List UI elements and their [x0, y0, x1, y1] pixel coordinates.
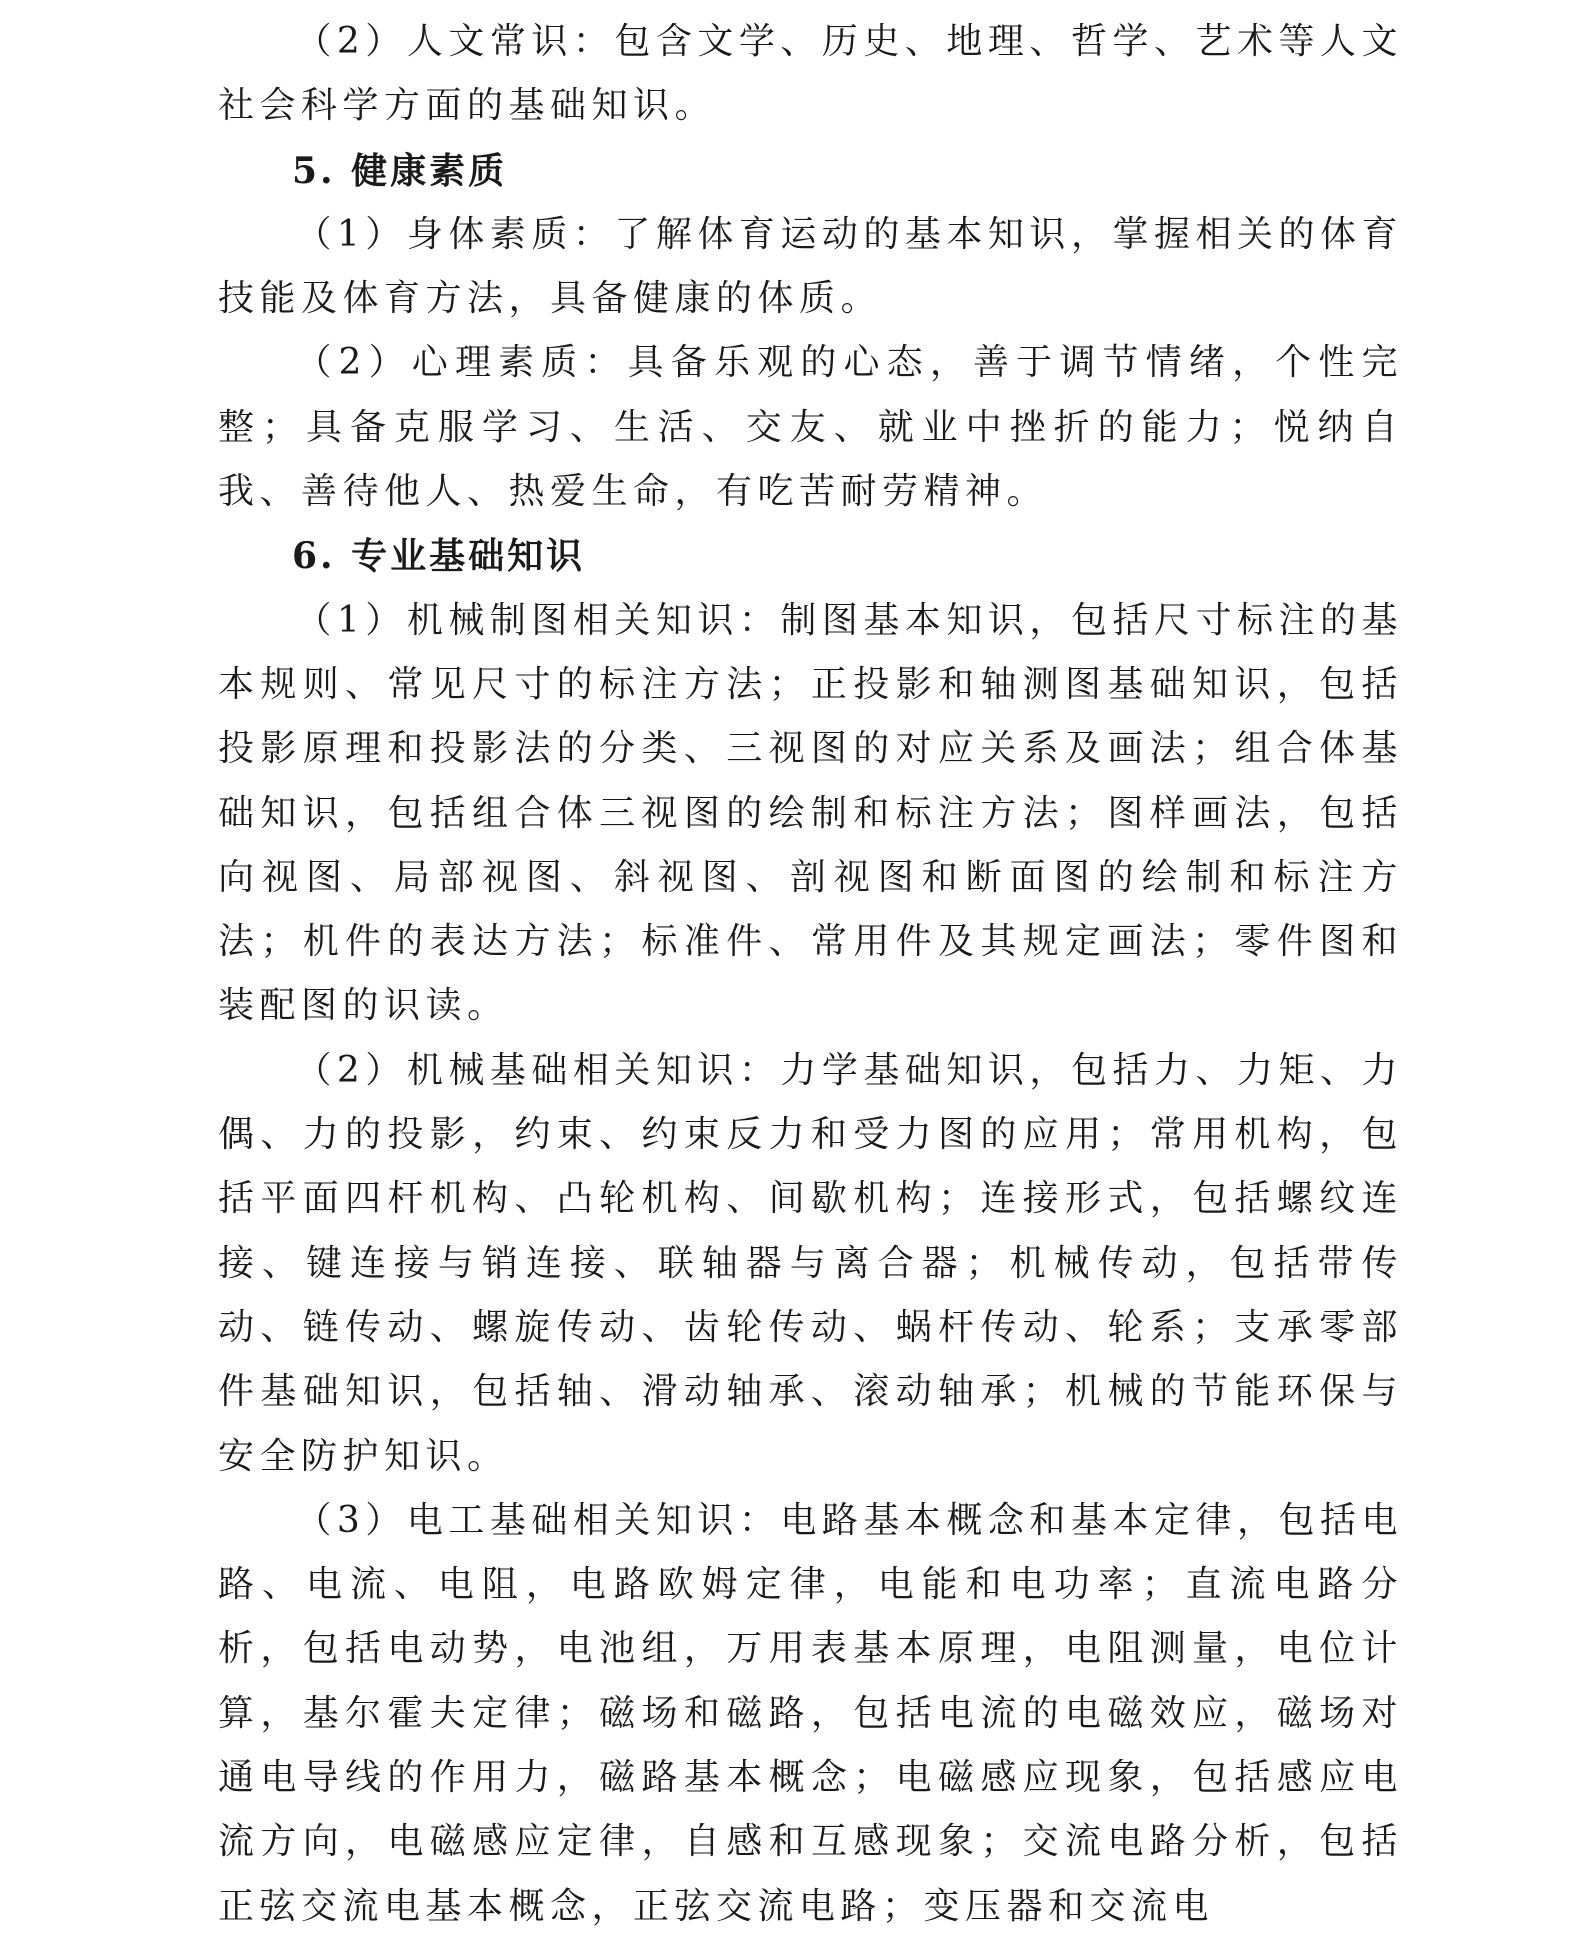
section-heading-health-quality: 5. 健康素质	[292, 149, 508, 192]
paragraph-mechanical-drawing: （1）机械制图相关知识：制图基本知识，包括尺寸标注的基本规则、常见尺寸的标注方法；正投影和轴测图基础知识，包括投影原理和投影法的分类、三视图的对应关系及画法；组合体基础知识，包括组合体三视图的绘制和标注方法；图样画法，包括向视图、局部视图、斜视图、剖视图和断面图的绘制和标注方法；机件的表达方法；标准件、常用件及其规定画法；零件图和装配图的识读。	[218, 599, 1403, 1027]
paragraph-physical-quality: （1）身体素质：了解体育运动的基本知识，掌握相关的体育技能及体育方法，具备健康的体质。	[218, 213, 1403, 320]
paragraph-humanities-knowledge: （2）人文常识：包含文学、历史、地理、哲学、艺术等人文社会科学方面的基础知识。	[218, 21, 1403, 127]
document-body	[218, 10, 1403, 1939]
paragraph-mechanical-basics: （2）机械基础相关知识：力学基础知识，包括力、力矩、力偶、力的投影，约束、约束反力和受力图的应用；常用机构，包括平面四杆机构、凸轮机构、间歇机构；连接形式，包括螺纹连接、键连接与销连接、联轴器与离合器；机械传动，包括带传动、链传动、螺旋传动、齿轮传动、蜗杆传动、轮系；支承零部件基础知识，包括轴、滑动轴承、滚动轴承；机械的节能环保与安全防护知识。	[218, 1049, 1403, 1477]
paragraph-psychological-quality: （2）心理素质：具备乐观的心态，善于调节情绪，个性完整；具备克服学习、生活、交友、就业中挫折的能力；悦纳自我、善待他人、热爱生命，有吃苦耐劳精神。	[218, 342, 1403, 513]
section-heading-professional-basics: 6. 专业基础知识	[292, 535, 586, 578]
paragraph-electrical-basics: （3）电工基础相关知识：电路基本概念和基本定律，包括电路、电流、电阻，电路欧姆定律，电能和电功率；直流电路分析，包括电动势，电池组，万用表基本原理，电阻测量，电位计算，基尔霍夫定律；磁场和磁路，包括电流的电磁效应，磁场对通电导线的作用力，磁路基本概念；电磁感应现象，包括感应电流方向，电磁感应定律，自感和互感现象；交流电路分析，包括正弦交流电基本概念，正弦交流电路；变压器和交流电	[218, 1499, 1403, 1927]
